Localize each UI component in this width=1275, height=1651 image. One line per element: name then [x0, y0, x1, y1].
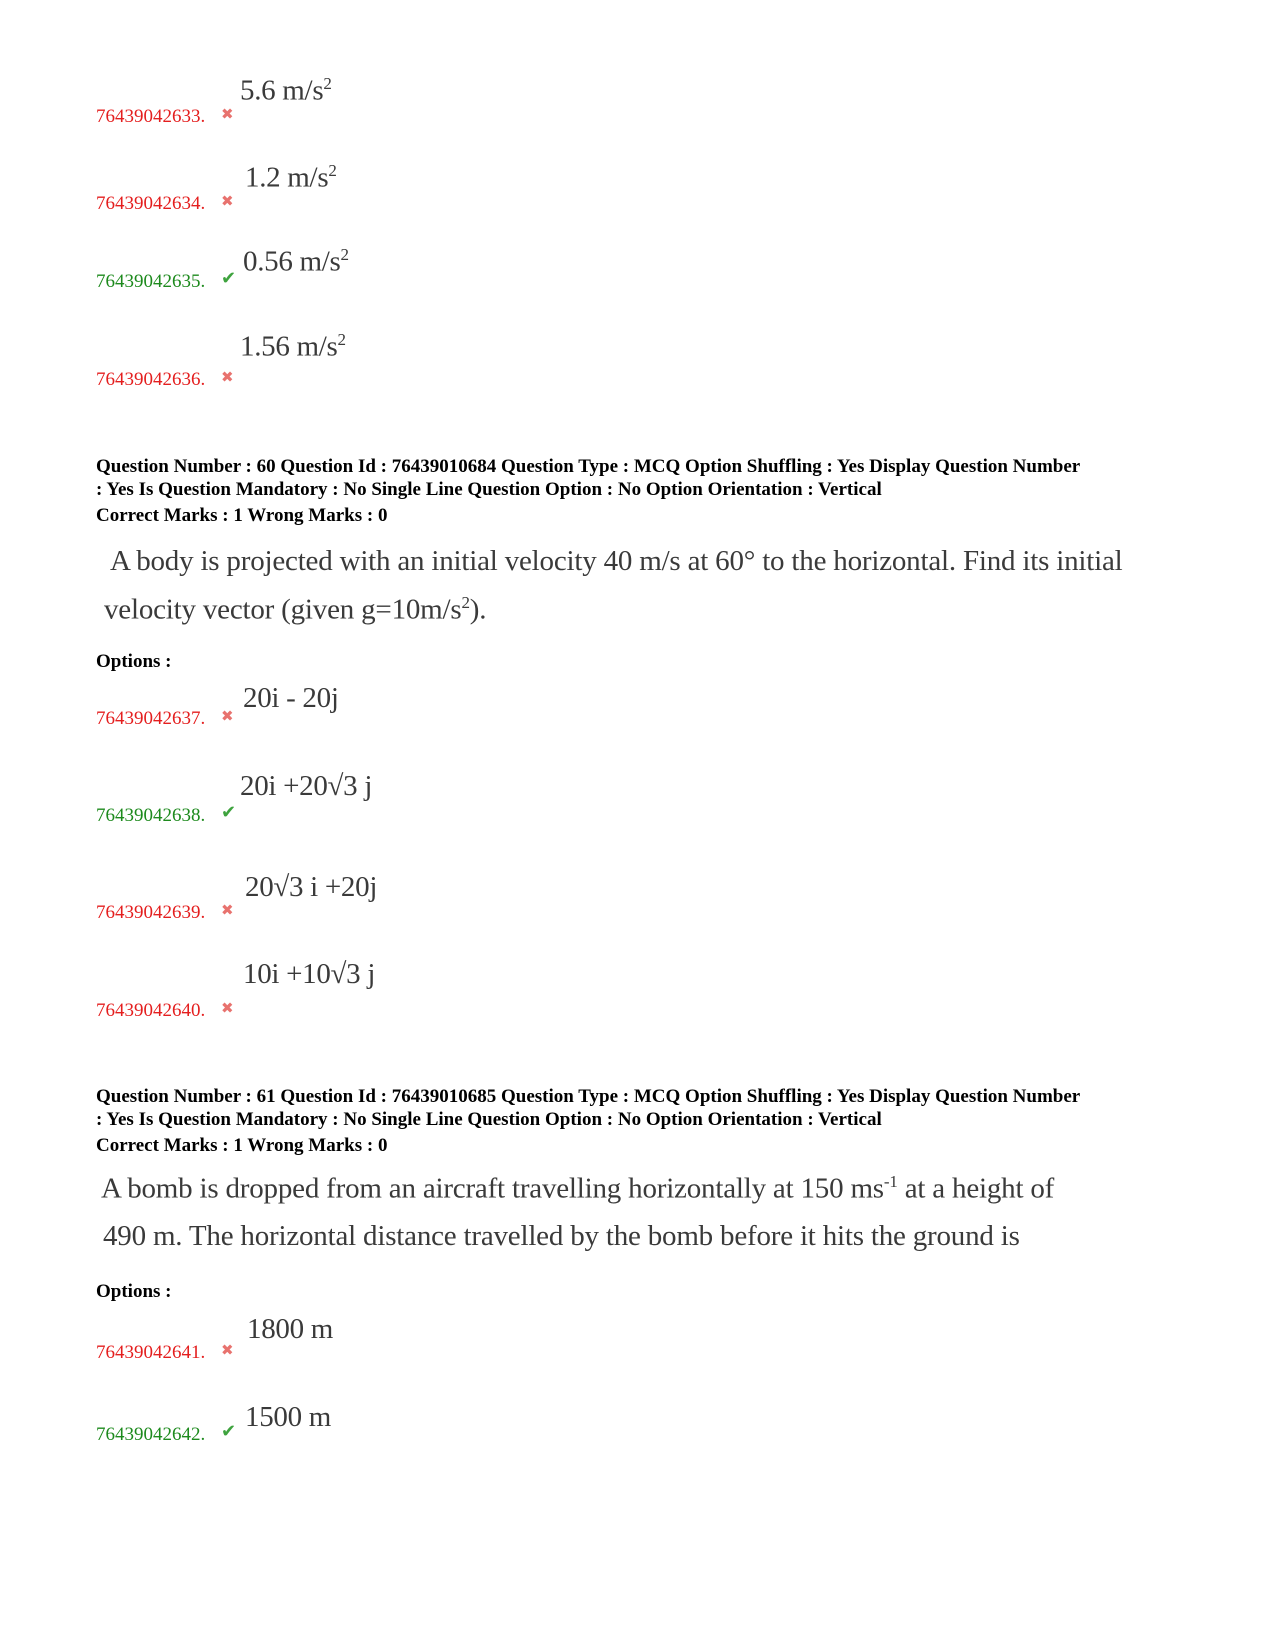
option-text: 1500 m — [245, 1401, 332, 1433]
cross-icon: ✖ — [221, 107, 234, 123]
option-text: 5.6 $m/s^2$ — [240, 74, 332, 107]
option-text: 1800 m — [247, 1313, 334, 1345]
options-label: Options : — [96, 651, 172, 672]
question-meta — [96, 455, 1196, 501]
question-text: 490 m. The horizontal distance travelled by the bomb before it hits the ground is — [103, 1220, 1020, 1252]
option-text: 1.2 $m/s^2$ — [245, 161, 337, 194]
options-label: Options : — [96, 1281, 172, 1302]
check-icon: ✔ — [221, 802, 237, 822]
option-text: 0.56 $m/s^2$ — [243, 245, 349, 278]
check-icon: ✔ — [221, 268, 237, 288]
option-id: 76439042635. — [96, 271, 206, 292]
meta-line: Question Number : 61 Question Id : 76439010685 Question Type : MCQ Option Shuffling : Yes Display Question Number — [96, 1086, 1081, 1107]
cross-icon: ✖ — [221, 1343, 234, 1359]
cross-icon: ✖ — [221, 194, 234, 210]
meta-line: : Yes Is Question Mandatory : No Single Line Question Option : No Option Orientation : Vertical — [96, 479, 882, 500]
option-text: 20√3 i +20j — [245, 871, 378, 903]
option-id: 76439042641. — [96, 1342, 206, 1363]
option-id: 76439042637. — [96, 708, 206, 729]
meta-line: : Yes Is Question Mandatory : No Single Line Question Option : No Option Orientation : Vertical — [96, 1109, 882, 1130]
cross-icon: ✖ — [221, 1001, 234, 1017]
option-id: 76439042640. — [96, 1000, 206, 1021]
option-id: 76439042638. — [96, 805, 206, 826]
question-text: A bomb is dropped from an aircraft travelling horizontally at 150 $ms^{-1}$ at a height of — [101, 1172, 1055, 1205]
option-text: 20i +20√3 j — [240, 770, 373, 802]
option-id: 76439042642. — [96, 1424, 206, 1445]
cross-icon: ✖ — [221, 903, 234, 919]
question-text: velocity vector (given $g=10m/s^2$). — [104, 593, 487, 626]
option-text: 20i - 20j — [243, 682, 339, 714]
meta-line: Question Number : 60 Question Id : 76439010684 Question Type : MCQ Option Shuffling : Yes Display Question Number — [96, 456, 1081, 477]
option-id: 76439042639. — [96, 902, 206, 923]
marks-line: Correct Marks : 1 Wrong Marks : 0 — [96, 505, 388, 526]
cross-icon: ✖ — [221, 370, 234, 386]
marks-line: Correct Marks : 1 Wrong Marks : 0 — [96, 1135, 388, 1156]
question-text: A body is projected with an initial velocity 40 m/s at 60° to the horizontal. Find its initial — [110, 545, 1123, 577]
cross-icon: ✖ — [221, 709, 234, 725]
option-text: 1.56 $m/s^2$ — [240, 330, 346, 363]
option-id: 76439042633. — [96, 106, 206, 127]
option-text: 10i +10√3 j — [243, 958, 376, 990]
check-icon: ✔ — [221, 1421, 237, 1441]
question-meta — [96, 1085, 1196, 1131]
option-id: 76439042634. — [96, 193, 206, 214]
option-id: 76439042636. — [96, 369, 206, 390]
